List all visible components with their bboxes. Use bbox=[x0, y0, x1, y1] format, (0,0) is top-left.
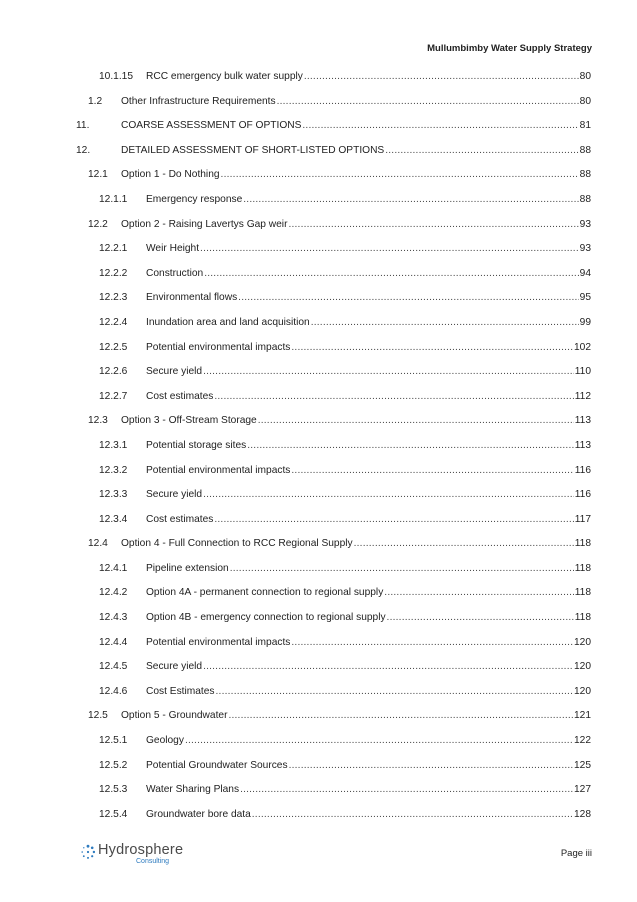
toc-entry-number: 12.1.1 bbox=[99, 193, 128, 205]
toc-entry[interactable] bbox=[0, 709, 637, 734]
toc-entry-number: 12.4.3 bbox=[99, 612, 128, 624]
toc-entry[interactable] bbox=[0, 95, 637, 120]
hydrosphere-swirl-icon bbox=[80, 844, 96, 860]
toc-dot-leader bbox=[240, 783, 573, 797]
toc-entry-title: Option 3 - Off-Stream Storage bbox=[121, 415, 257, 427]
toc-entry-line bbox=[146, 341, 591, 355]
toc-entry-page: 118 bbox=[574, 612, 591, 624]
toc-entry-line bbox=[146, 242, 591, 256]
toc-entry-number: 1.2 bbox=[88, 95, 103, 107]
toc-entry-title: Cost estimates bbox=[146, 390, 214, 402]
toc-entry[interactable] bbox=[0, 783, 637, 808]
toc-dot-leader bbox=[384, 586, 573, 600]
toc-dot-leader bbox=[354, 537, 574, 551]
toc-entry-line bbox=[146, 513, 591, 527]
toc-entry-title: Potential environmental impacts bbox=[146, 636, 291, 648]
toc-dot-leader bbox=[203, 488, 574, 502]
toc-entry[interactable] bbox=[0, 611, 637, 636]
toc-dot-leader bbox=[214, 513, 573, 527]
toc-entry[interactable] bbox=[0, 365, 637, 390]
toc-entry-line bbox=[121, 414, 591, 428]
toc-entry-number: 12.2.5 bbox=[99, 341, 128, 353]
toc-dot-leader bbox=[304, 70, 579, 84]
toc-entry-page: 80 bbox=[579, 95, 591, 107]
toc-entry-number: 12.2.1 bbox=[99, 243, 128, 255]
toc-entry-line bbox=[121, 537, 591, 551]
toc-dot-leader bbox=[385, 144, 578, 158]
toc-entry[interactable] bbox=[0, 562, 637, 587]
toc-entry-title: Water Sharing Plans bbox=[146, 784, 240, 796]
toc-entry-line bbox=[146, 759, 591, 773]
toc-entry-number: 12.2.4 bbox=[99, 316, 128, 328]
toc-entry-title: Geology bbox=[146, 735, 184, 747]
toc-entry-title: Inundation area and land acquisition bbox=[146, 316, 310, 328]
running-header: Mullumbimby Water Supply Strategy bbox=[427, 43, 592, 54]
toc-entry[interactable] bbox=[0, 119, 637, 144]
toc-entry-line bbox=[146, 783, 591, 797]
toc-entry[interactable] bbox=[0, 660, 637, 685]
toc-entry-number: 12.4.5 bbox=[99, 661, 128, 673]
toc-entry-title: Other Infrastructure Requirements bbox=[121, 95, 276, 107]
toc-dot-leader bbox=[289, 759, 573, 773]
toc-entry-line bbox=[146, 193, 591, 207]
toc-dot-leader bbox=[216, 685, 573, 699]
toc-entry-number: 12.4 bbox=[88, 538, 108, 550]
toc-entry-title: COARSE ASSESSMENT OF OPTIONS bbox=[121, 120, 302, 132]
toc-dot-leader bbox=[214, 390, 573, 404]
toc-entry[interactable] bbox=[0, 513, 637, 538]
toc-entry[interactable] bbox=[0, 464, 637, 489]
toc-entry-title: Option 4 - Full Connection to RCC Regional Supply bbox=[121, 538, 353, 550]
toc-entry-title: Secure yield bbox=[146, 489, 203, 501]
toc-entry-line bbox=[121, 119, 591, 133]
toc-entry[interactable] bbox=[0, 70, 637, 95]
toc-entry-page: 125 bbox=[574, 759, 591, 771]
toc-dot-leader bbox=[221, 168, 579, 182]
toc-entry-page: 99 bbox=[579, 316, 591, 328]
toc-entry-page: 88 bbox=[579, 169, 591, 181]
toc-entry-page: 120 bbox=[574, 661, 591, 673]
toc-entry-page: 118 bbox=[574, 587, 591, 599]
toc-entry-line bbox=[146, 562, 591, 576]
toc-entry-line bbox=[146, 734, 591, 748]
toc-entry-number: 12.1 bbox=[88, 169, 108, 181]
toc-entry-line bbox=[146, 390, 591, 404]
toc-entry-title: Cost estimates bbox=[146, 513, 214, 525]
toc-entry-title: RCC emergency bulk water supply bbox=[146, 71, 303, 82]
toc-entry-title: DETAILED ASSESSMENT OF SHORT-LISTED OPTIONS bbox=[121, 144, 385, 156]
toc-dot-leader bbox=[258, 414, 574, 428]
toc-entry[interactable] bbox=[0, 291, 637, 316]
toc-entry-number: 12.2.3 bbox=[99, 292, 128, 304]
toc-entry[interactable] bbox=[0, 267, 637, 292]
toc-entry[interactable] bbox=[0, 808, 637, 833]
toc-entry-page: 81 bbox=[579, 120, 591, 132]
toc-entry-title: Potential environmental impacts bbox=[146, 341, 291, 353]
toc-entry-title: Construction bbox=[146, 267, 204, 279]
toc-entry-page: 102 bbox=[574, 341, 591, 353]
toc-entry-line bbox=[146, 636, 591, 650]
toc-entry-page: 121 bbox=[574, 710, 591, 722]
toc-entry-page: 93 bbox=[579, 218, 591, 230]
toc-entry-title: Option 1 - Do Nothing bbox=[121, 169, 220, 181]
toc-entry-line bbox=[121, 709, 591, 723]
toc-entry-title: Emergency response bbox=[146, 193, 243, 205]
toc-entry-title: Secure yield bbox=[146, 366, 203, 378]
toc-dot-leader bbox=[291, 636, 573, 650]
toc-entry-number: 12. bbox=[76, 144, 91, 156]
toc-entry-title: Option 4A - permanent connection to regional supply bbox=[146, 587, 384, 599]
toc-dot-leader bbox=[230, 562, 574, 576]
toc-entry[interactable] bbox=[0, 390, 637, 415]
toc-entry-page: 113 bbox=[574, 415, 591, 427]
toc-entry-line bbox=[146, 464, 591, 478]
toc-entry-page: 118 bbox=[574, 538, 591, 550]
toc-entry-page: 120 bbox=[574, 685, 591, 697]
toc-entry-page: 120 bbox=[574, 636, 591, 648]
table-of-contents bbox=[0, 70, 637, 832]
toc-entry[interactable] bbox=[0, 636, 637, 661]
toc-entry-title: Option 5 - Groundwater bbox=[121, 710, 228, 722]
toc-entry-number: 11. bbox=[76, 120, 90, 132]
toc-dot-leader bbox=[387, 611, 574, 625]
toc-entry-page: 127 bbox=[574, 784, 591, 796]
toc-entry-page: 117 bbox=[574, 513, 591, 525]
toc-entry-title: Environmental flows bbox=[146, 292, 238, 304]
toc-entry-number: 12.5 bbox=[88, 710, 108, 722]
toc-dot-leader bbox=[277, 95, 579, 109]
toc-entry-number: 12.4.2 bbox=[99, 587, 128, 599]
toc-dot-leader bbox=[200, 242, 579, 256]
toc-entry-number: 12.2.2 bbox=[99, 267, 128, 279]
toc-entry-number: 12.2.7 bbox=[99, 390, 128, 402]
toc-entry[interactable] bbox=[0, 488, 637, 513]
toc-entry[interactable] bbox=[0, 341, 637, 366]
toc-entry-page: 128 bbox=[574, 808, 591, 820]
toc-dot-leader bbox=[204, 267, 578, 281]
toc-entry[interactable] bbox=[0, 414, 637, 439]
toc-entry-number: 12.3 bbox=[88, 415, 108, 427]
toc-entry-line bbox=[146, 660, 591, 674]
toc-entry-number: 12.3.4 bbox=[99, 513, 128, 525]
toc-entry[interactable] bbox=[0, 685, 637, 710]
toc-dot-leader bbox=[302, 119, 578, 133]
toc-entry-page: 122 bbox=[574, 735, 591, 747]
toc-entry[interactable] bbox=[0, 316, 637, 341]
toc-entry-line bbox=[121, 144, 591, 158]
toc-entry[interactable] bbox=[0, 218, 637, 243]
toc-entry-line bbox=[146, 365, 591, 379]
toc-dot-leader bbox=[243, 193, 578, 207]
toc-entry-title: Weir Height bbox=[146, 243, 200, 255]
toc-entry-number: 12.5.1 bbox=[99, 735, 128, 747]
toc-entry[interactable] bbox=[0, 586, 637, 611]
toc-entry[interactable] bbox=[0, 759, 637, 784]
toc-entry-number: 12.3.3 bbox=[99, 489, 128, 501]
toc-entry-line bbox=[146, 291, 591, 305]
toc-entry[interactable] bbox=[0, 193, 637, 218]
toc-entry-line bbox=[146, 685, 591, 699]
toc-entry-title: Potential storage sites bbox=[146, 439, 247, 451]
toc-dot-leader bbox=[238, 291, 578, 305]
toc-dot-leader bbox=[311, 316, 579, 330]
toc-dot-leader bbox=[288, 218, 578, 232]
toc-dot-leader bbox=[247, 439, 574, 453]
toc-entry[interactable] bbox=[0, 439, 637, 464]
toc-entry-title: Groundwater bore data bbox=[146, 808, 251, 820]
toc-entry-line bbox=[146, 439, 591, 453]
toc-entry-line bbox=[121, 168, 591, 182]
toc-entry-number: 12.3.1 bbox=[99, 439, 128, 451]
page-number: Page iii bbox=[560, 848, 592, 859]
toc-entry-line bbox=[146, 70, 591, 84]
hydrosphere-logo bbox=[80, 843, 183, 866]
toc-entry-title: Option 2 - Raising Lavertys Gap weir bbox=[121, 218, 288, 230]
toc-entry-number: 12.5.4 bbox=[99, 808, 128, 820]
toc-entry-number: 12.4.1 bbox=[99, 562, 128, 574]
toc-entry[interactable] bbox=[0, 537, 637, 562]
toc-entry-number: 12.3.2 bbox=[99, 464, 128, 476]
toc-entry-line bbox=[121, 218, 591, 232]
toc-entry-line bbox=[121, 95, 591, 109]
toc-entry[interactable] bbox=[0, 734, 637, 759]
toc-entry-line bbox=[146, 611, 591, 625]
toc-entry-number: 10.1.15 bbox=[99, 71, 133, 82]
toc-entry-title: Potential environmental impacts bbox=[146, 464, 291, 476]
toc-entry-page: 110 bbox=[574, 366, 591, 378]
toc-entry-page: 116 bbox=[574, 489, 591, 501]
toc-dot-leader bbox=[252, 808, 573, 822]
toc-entry-number: 12.2 bbox=[88, 218, 108, 230]
toc-dot-leader bbox=[228, 709, 573, 723]
toc-entry-line bbox=[146, 808, 591, 822]
toc-entry-page: 88 bbox=[579, 144, 591, 156]
toc-entry-number: 12.4.6 bbox=[99, 685, 128, 697]
toc-entry-line bbox=[146, 586, 591, 600]
toc-entry-number: 12.2.6 bbox=[99, 366, 128, 378]
toc-entry-page: 118 bbox=[574, 562, 591, 574]
toc-entry-line bbox=[146, 488, 591, 502]
toc-dot-leader bbox=[203, 365, 574, 379]
logo-name: Hydrosphere bbox=[98, 842, 184, 858]
toc-entry-page: 113 bbox=[574, 439, 591, 451]
toc-entry-number: 12.5.3 bbox=[99, 784, 128, 796]
toc-entry-number: 12.5.2 bbox=[99, 759, 128, 771]
toc-entry[interactable] bbox=[0, 168, 637, 193]
toc-dot-leader bbox=[291, 464, 573, 478]
toc-dot-leader bbox=[203, 660, 573, 674]
toc-entry-title: Option 4B - emergency connection to regional supply bbox=[146, 612, 386, 624]
toc-entry[interactable] bbox=[0, 242, 637, 267]
toc-entry[interactable] bbox=[0, 144, 637, 169]
toc-entry-page: 95 bbox=[579, 292, 591, 304]
toc-entry-line bbox=[146, 316, 591, 330]
toc-entry-page: 88 bbox=[579, 193, 591, 205]
toc-entry-line bbox=[146, 267, 591, 281]
toc-entry-page: 112 bbox=[574, 390, 591, 402]
toc-entry-title: Potential Groundwater Sources bbox=[146, 759, 288, 771]
logo-subtitle: Consulting bbox=[136, 858, 170, 865]
toc-entry-page: 116 bbox=[574, 464, 591, 476]
toc-dot-leader bbox=[291, 341, 573, 355]
toc-entry-page: 93 bbox=[579, 243, 591, 255]
toc-entry-title: Cost Estimates bbox=[146, 685, 215, 697]
toc-entry-number: 12.4.4 bbox=[99, 636, 128, 648]
toc-entry-title: Secure yield bbox=[146, 661, 203, 673]
toc-dot-leader bbox=[185, 734, 573, 748]
toc-entry-page: 80 bbox=[579, 71, 591, 82]
toc-entry-title: Pipeline extension bbox=[146, 562, 229, 574]
toc-entry-page: 94 bbox=[579, 267, 591, 279]
